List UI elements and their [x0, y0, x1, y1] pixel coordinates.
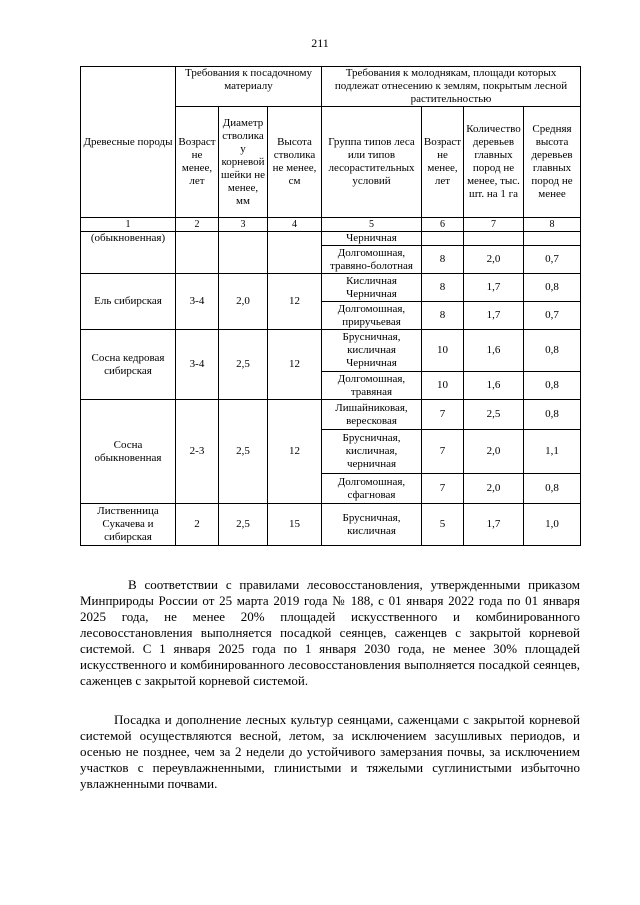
col-number: 3: [219, 218, 268, 232]
count-cell: 1,7: [464, 504, 524, 546]
table-row: [81, 232, 581, 246]
count-cell: 1,6: [464, 372, 524, 400]
col-number: 5: [322, 218, 422, 232]
young-age-cell: 7: [422, 400, 464, 430]
forest-type-cell: Кисличная Черничная: [322, 274, 422, 302]
paragraph-planting-terms: Посадка и дополнение лесных культур сеянцами, саженцами с закрытой корневой системой осуществляются весной, летом, за исключением засушливых периодов, и осенью не позднее, чем за 2 недели до устойчивого замерзания почвы, за исключением участков с переувлажненными, глинистыми и тяжелыми суглинистыми избыточно увлажненными почвами.: [80, 712, 580, 791]
species-cell: Ель сибирская: [81, 274, 176, 330]
header-diameter: Диаметр стволика у корневой шейки не менее, мм: [219, 107, 268, 218]
forest-type-cell: Долгомошная, сфагновая: [322, 474, 422, 504]
header-planting-req: Требования к посадочному материалу: [176, 67, 322, 107]
height-cell: 12: [268, 400, 322, 504]
avg-height-cell: 0,8: [524, 330, 581, 372]
age-cell: 3-4: [176, 330, 219, 400]
header-age2: Возраст не менее, лет: [422, 107, 464, 218]
count-cell: [464, 232, 524, 246]
count-cell: 1,7: [464, 302, 524, 330]
young-age-cell: 5: [422, 504, 464, 546]
page-number: 211: [311, 36, 329, 50]
avg-height-cell: 1,0: [524, 504, 581, 546]
age-cell: 2-3: [176, 400, 219, 504]
species-cell: Сосна обыкновенная: [81, 400, 176, 504]
forest-type-cell: Брусничная, кисличная Черничная: [322, 330, 422, 372]
young-age-cell: 8: [422, 274, 464, 302]
count-cell: 2,5: [464, 400, 524, 430]
species-cell: Лиственница Сукачева и сибирская: [81, 504, 176, 546]
table-row: [81, 330, 581, 372]
col-number: 1: [81, 218, 176, 232]
table-row: [81, 504, 581, 546]
height-cell: 12: [268, 330, 322, 400]
col-number: 2: [176, 218, 219, 232]
col-number: 4: [268, 218, 322, 232]
header-age: Возраст не менее, лет: [176, 107, 219, 218]
column-numbers-row: [81, 218, 581, 232]
table-row: [81, 400, 581, 430]
age-cell: 2: [176, 504, 219, 546]
header-avg-height: Средняя высота деревьев главных пород не менее: [524, 107, 581, 218]
paragraph-reforestation-rules: В соответствии с правилами лесовосстановления, утвержденными приказом Минприроды России от 25 марта 2019 года № 188, с 01 января 2022 года по 01 января 2025 года, не менее 20% площадей искусственного и комбинированного лесовосстановления выполняется посадкой сеянцев, саженцев с закрытой корневой системой. С 1 января 2025 года по 1 января 2030 года, не менее 30% площадей искусственного и комбинированного лесовосстановления выполняется посадкой сеянцев, саженцев с закрытой корневой системой.: [80, 577, 580, 688]
forest-table: [80, 66, 581, 546]
header-height: Высота стволика не менее, см: [268, 107, 322, 218]
forest-type-cell: Лишайниковая, вересковая: [322, 400, 422, 430]
header-count: Количество деревьев главных пород не менее, тыс. шт. на 1 га: [464, 107, 524, 218]
forest-type-cell: Брусничная, кисличная: [322, 504, 422, 546]
header-forest-group: Группа типов леса или типов лесорастительных условий: [322, 107, 422, 218]
height-cell: 15: [268, 504, 322, 546]
forest-type-cell: Долгомошная, приручьевая: [322, 302, 422, 330]
avg-height-cell: 0,7: [524, 302, 581, 330]
species-cell: Сосна кедровая сибирская: [81, 330, 176, 400]
avg-height-cell: 0,8: [524, 474, 581, 504]
young-age-cell: 7: [422, 430, 464, 474]
young-age-cell: 8: [422, 302, 464, 330]
diameter-cell: [219, 232, 268, 274]
young-age-cell: 8: [422, 246, 464, 274]
count-cell: 2,0: [464, 474, 524, 504]
count-cell: 2,0: [464, 246, 524, 274]
avg-height-cell: 0,8: [524, 274, 581, 302]
col-number: 7: [464, 218, 524, 232]
diameter-cell: 2,5: [219, 504, 268, 546]
forest-type-cell: Долгомошная, травяно-болотная: [322, 246, 422, 274]
young-age-cell: 10: [422, 330, 464, 372]
col-number: 8: [524, 218, 581, 232]
young-age-cell: [422, 232, 464, 246]
age-cell: 3-4: [176, 274, 219, 330]
diameter-cell: 2,5: [219, 330, 268, 400]
diameter-cell: 2,0: [219, 274, 268, 330]
count-cell: 2,0: [464, 430, 524, 474]
forest-type-cell: Черничная: [322, 232, 422, 246]
young-age-cell: 10: [422, 372, 464, 400]
avg-height-cell: 0,8: [524, 400, 581, 430]
avg-height-cell: [524, 232, 581, 246]
diameter-cell: 2,5: [219, 400, 268, 504]
height-cell: [268, 232, 322, 274]
count-cell: 1,6: [464, 330, 524, 372]
species-cell: (обыкновенная): [81, 232, 176, 274]
forest-type-cell: Брусничная, кисличная, черничная: [322, 430, 422, 474]
young-age-cell: 7: [422, 474, 464, 504]
avg-height-cell: 1,1: [524, 430, 581, 474]
col-number: 6: [422, 218, 464, 232]
header-species: Древесные породы: [81, 67, 176, 218]
count-cell: 1,7: [464, 274, 524, 302]
age-cell: [176, 232, 219, 274]
table-row: [81, 274, 581, 302]
header-young-req: Требования к молоднякам, площади которых подлежат отнесению к землям, покрытым лесной растительностью: [322, 67, 581, 107]
avg-height-cell: 0,8: [524, 372, 581, 400]
avg-height-cell: 0,7: [524, 246, 581, 274]
forest-type-cell: Долгомошная, травяная: [322, 372, 422, 400]
height-cell: 12: [268, 274, 322, 330]
